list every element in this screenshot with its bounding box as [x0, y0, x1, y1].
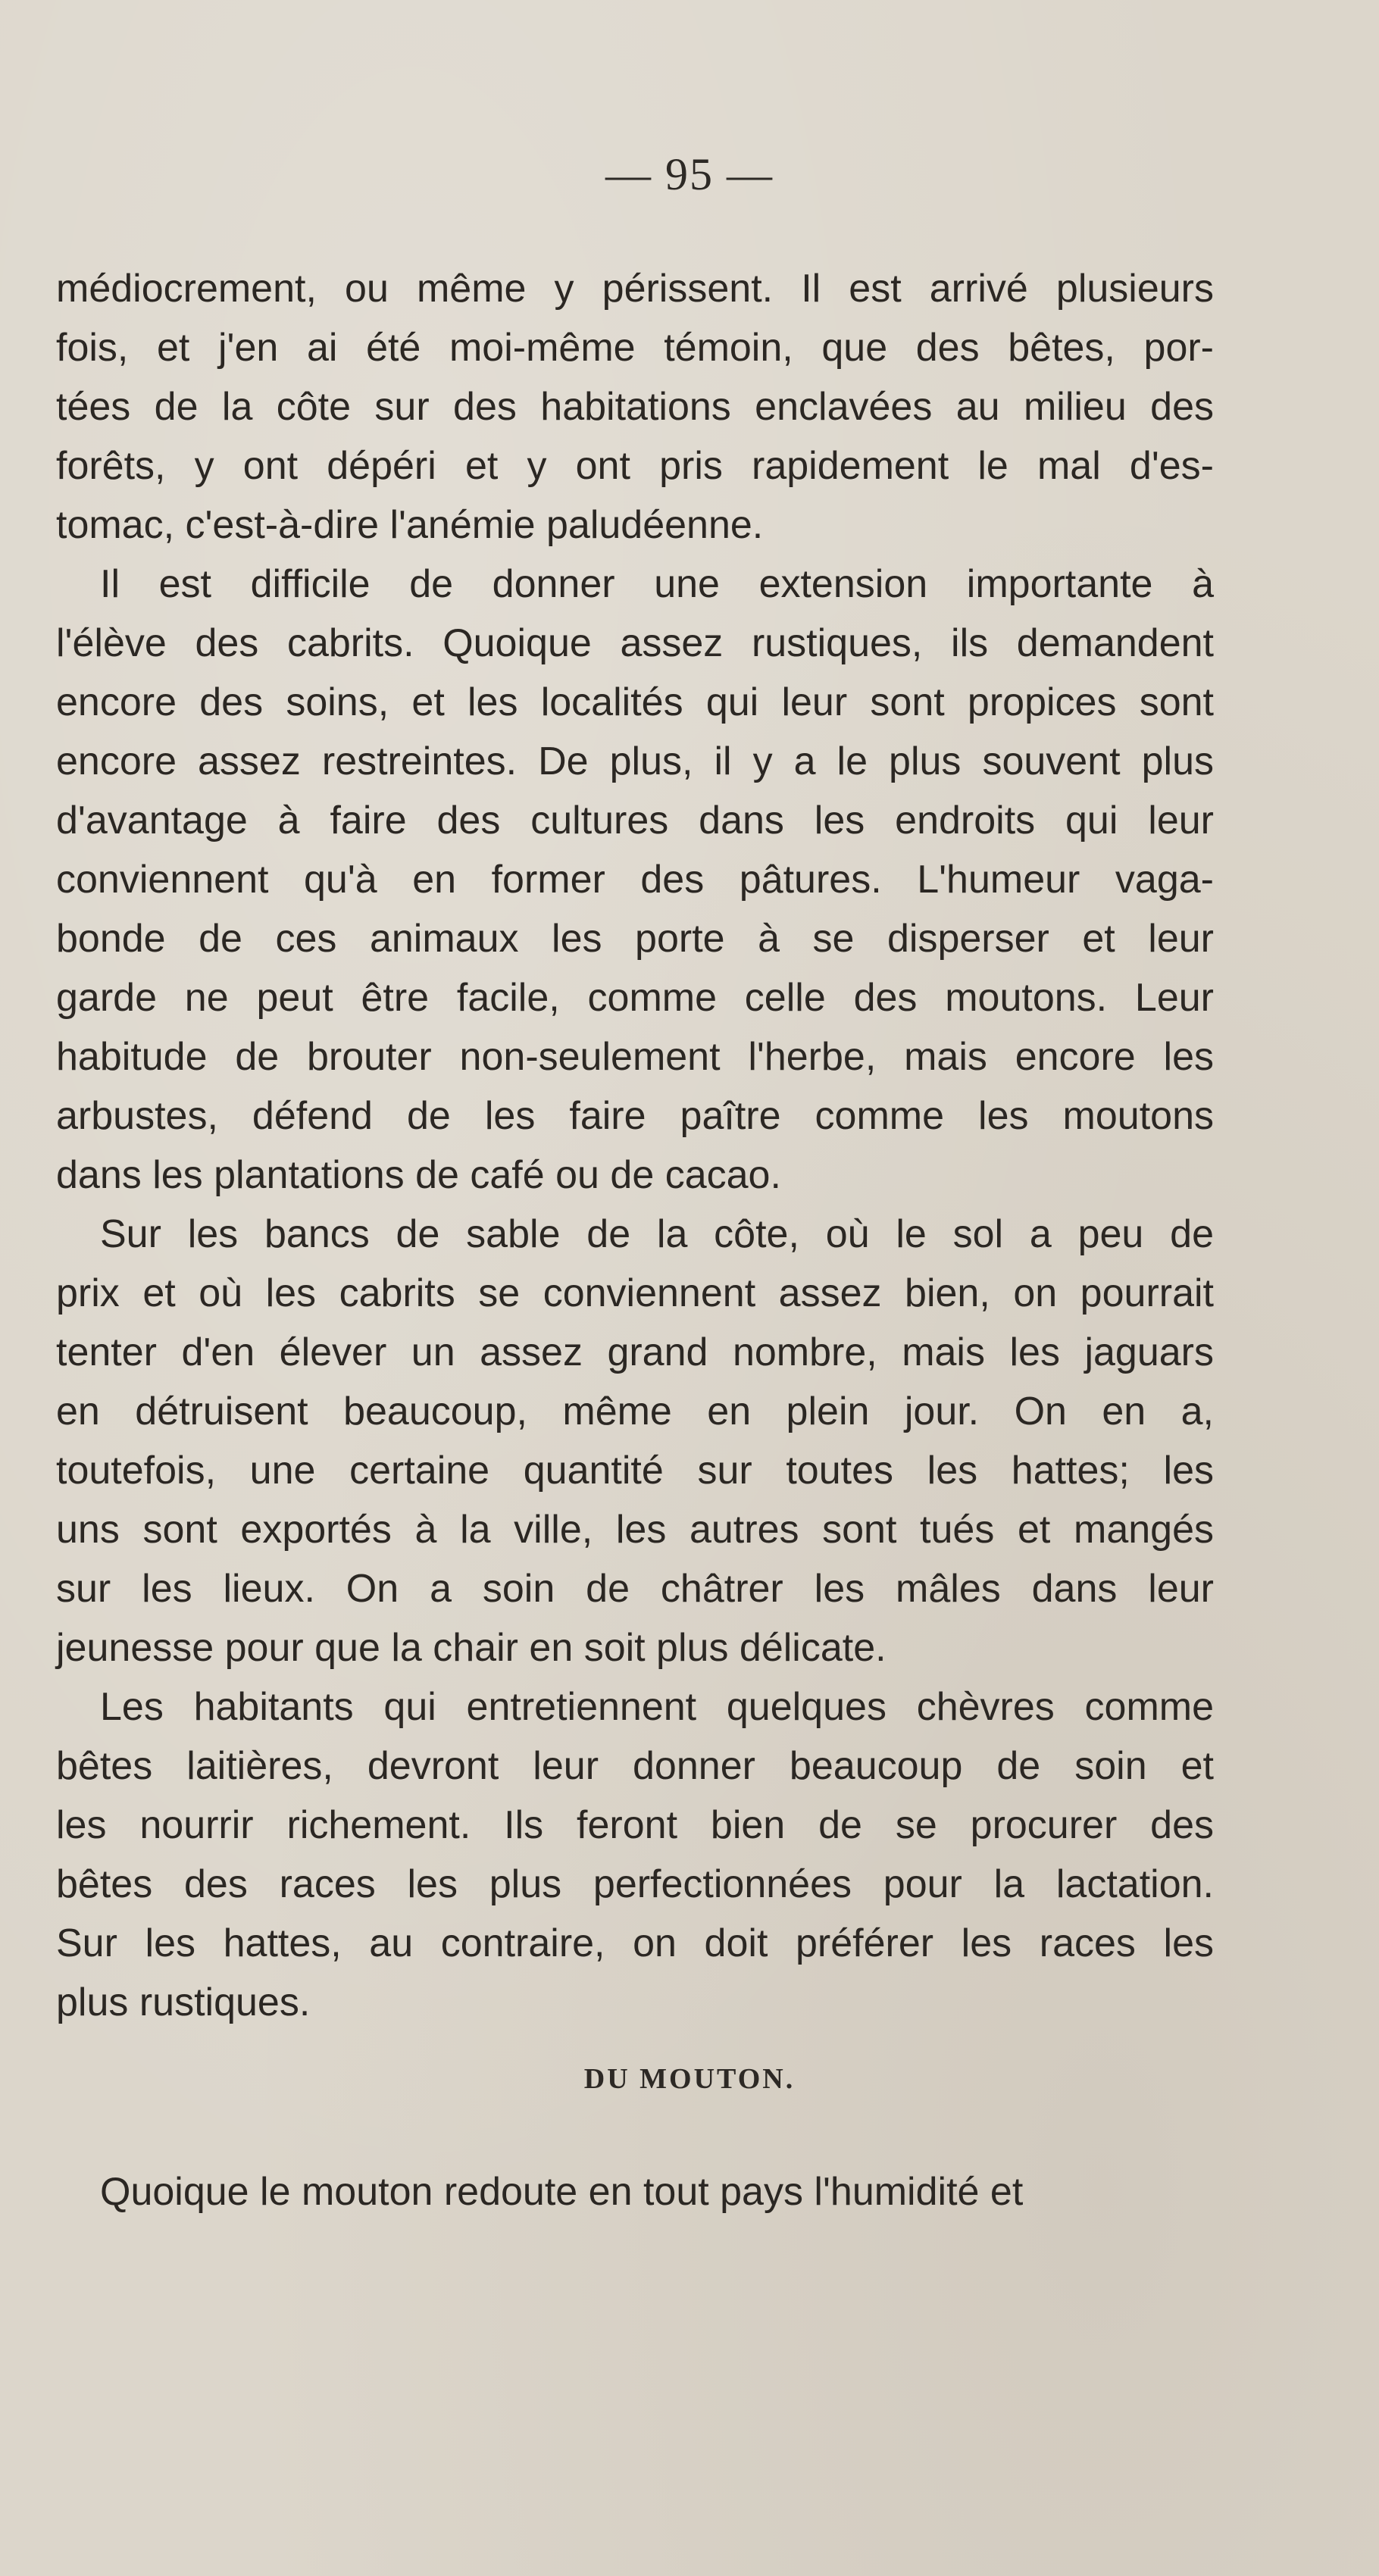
text-line: tenter d'en élever un assez grand nombre, mais les jaguars: [56, 1330, 1214, 1374]
text-line: Sur les bancs de sable de la côte, où le sol a peu de: [100, 1212, 1214, 1256]
text-line: d'avantage à faire des cultures dans les endroits qui leur: [56, 799, 1214, 843]
text-line: prix et où les cabrits se conviennent assez bien, on pourrait: [56, 1271, 1214, 1315]
text-line: bêtes laitières, devront leur donner beaucoup de soin et: [56, 1744, 1214, 1788]
text-line: encore des soins, et les localités qui leur sont propices sont: [56, 680, 1214, 724]
text-line: conviennent qu'à en former des pâtures. L'humeur vaga-: [56, 858, 1214, 902]
text-line: dans les plantations de café ou de cacao.: [56, 1153, 781, 1197]
text-line: fois, et j'en ai été moi-même témoin, que des bêtes, por-: [56, 326, 1214, 370]
text-line: en détruisent beaucoup, même en plein jour. On en a,: [56, 1390, 1214, 1433]
text-line: forêts, y ont dépéri et y ont pris rapidement le mal d'es-: [56, 444, 1214, 488]
section-heading: DU MOUTON.: [583, 2063, 796, 2095]
text-line: arbustes, défend de les faire paître comme les moutons: [56, 1094, 1214, 1138]
text-line: encore assez restreintes. De plus, il y a le plus souvent plus: [56, 739, 1214, 783]
body-text-continued: [56, 2162, 1214, 2221]
text-line: bonde de ces animaux les porte à se disperser et leur: [56, 917, 1214, 961]
page-number: — 95 —: [605, 149, 774, 199]
text-line: Quoique le mouton redoute en tout pays l'humidité et: [100, 2170, 1024, 2214]
text-line: plus rustiques.: [56, 1980, 311, 2024]
text-line: l'élève des cabrits. Quoique assez rustiques, ils demandent: [56, 621, 1214, 665]
text-line: bêtes des races les plus perfectionnées pour la lactation.: [56, 1862, 1214, 1906]
text-line: Les habitants qui entretiennent quelques chèvres comme: [100, 1685, 1214, 1729]
text-line: jeunesse pour que la chair en soit plus délicate.: [56, 1626, 886, 1670]
text-line: uns sont exportés à la ville, les autres sont tués et mangés: [56, 1508, 1214, 1552]
text-line: sur les lieux. On a soin de châtrer les mâles dans leur: [56, 1567, 1214, 1611]
text-line: tomac, c'est-à-dire l'anémie paludéenne.: [56, 503, 764, 547]
text-line: habitude de brouter non-seulement l'herbe, mais encore les: [56, 1035, 1214, 1079]
text-line: Il est difficile de donner une extension importante à: [100, 562, 1214, 606]
text-line: médiocrement, ou même y périssent. Il est arrivé plusieurs: [56, 267, 1214, 311]
text-line: les nourrir richement. Ils feront bien de se procurer des: [56, 1803, 1214, 1847]
text-line: tées de la côte sur des habitations enclavées au milieu des: [56, 385, 1214, 429]
text-line: Sur les hattes, au contraire, on doit préférer les races les: [56, 1921, 1214, 1965]
text-line: garde ne peut être facile, comme celle des moutons. Leur: [56, 976, 1214, 1020]
text-line: toutefois, une certaine quantité sur toutes les hattes; les: [56, 1449, 1214, 1493]
body-text: [56, 259, 1214, 2032]
